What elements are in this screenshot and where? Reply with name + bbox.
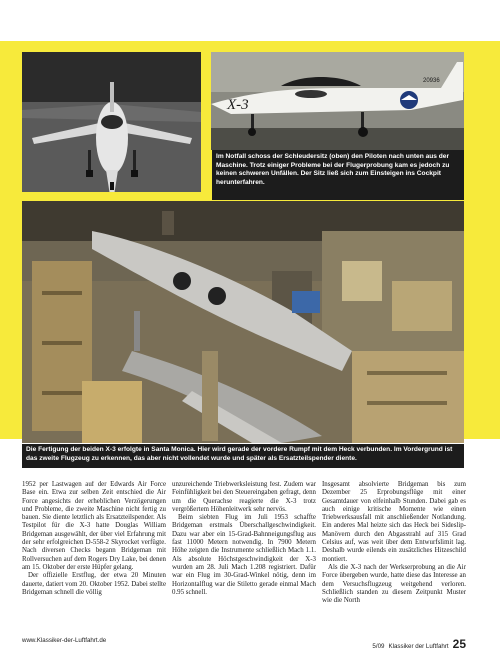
text-column-3 — [322, 481, 466, 631]
paragraph: unzureichende Triebwerksleistung fest. Zudem war Feinfühligkeit bei den Steuereingaben gefragt, denn um die Querachse reagierte die X-3 trotz vergrößertem Höhenleitwerk sehr nervös. — [172, 481, 316, 513]
photo-x3-front-view — [22, 52, 201, 192]
photo-x3-assembly-hall — [22, 201, 464, 443]
serial-number-marking: 20936 — [423, 78, 440, 84]
footer-website[interactable]: www.Klassiker-der-Luftfahrt.de — [22, 637, 107, 644]
paragraph: Der offizielle Erstflug, der etwa 20 Minuten dauerte, datiert vom 20. Oktober 1952. Dabei stellte Bridgeman schnell die völlig — [22, 572, 166, 596]
text-column-1 — [22, 481, 166, 631]
text-column-2 — [172, 481, 316, 631]
paragraph: Insgesamt absolvierte Bridgeman bis zum Dezember 25 Erprobungsflüge mit einer Gesamtdauer von elfeinhalb Stunden. Dabei gab es auch einige kritische Momente wie einen Triebwerksausfall mit anschließender Notlandung. Ein anderes Mal heizte sich das Heck bei Sideslip-Manövern durch den Abgasstrahl auf 315 Grad Celsius auf, was weit über dem Entwurfslimit lag. Deshalb wurde eilends ein zusätzliches Hitzeschild montiert. — [322, 481, 466, 563]
page-number: 25 — [452, 637, 466, 651]
paragraph: 1952 per Lastwagen auf der Edwards Air Force Base ein. Etwa zur selben Zeit entschied die Air Force angesichts der erheblichen Verzögerungen und Probleme, die zweite Maschine nicht fertig zu bauen. Sie diente letztlich als Ersatzteilspender. Als Testpilot für die X-3 hatte Douglas William Bridgeman ausgewählt, der über viel Erfahrung mit der sehr erfolgreichen D-558-2 Skyrocket verfügte. Nach diversen Checks begann Bridgeman mit Rollversuchen auf dem Rogers Dry Lake, bei denen am 15. Oktober der erste Hüpfer gelang. — [22, 481, 166, 571]
footer-magazine: Klassiker der Luftfahrt — [388, 643, 449, 650]
photo-x3-side-view — [211, 52, 464, 150]
paragraph: Beim siebten Flug im Juli 1953 schaffte Bridgeman erstmals Überschallgeschwindigkeit. Dazu war aber ein 15-Grad-Bahnneigungsflug aus fast 11000 Metern notwendig. In 7900 Metern Höhe zeigten die Instrumente schließlich Mach 1.1. Als absolute Höchstgeschwindigkeit der X-3 wurden am 28. Juli Mach 1.208 registriert. Dafür war ein Flug im 30-Grad-Winkel nötig, denn im Horizontalflug war die Stiletto gerade einmal Mach 0.95 schnell. — [172, 514, 316, 596]
caption-ejection-seat: Im Notfall schoss der Schleudersitz (oben) den Piloten nach unten aus der Maschine. Trotz einiger Probleme bei der Flugerprobung kam es jedoch zu keinen schweren Unfällen. Der Sitz ließ sich zum Einsteigen ins Cockpit herunterfahren. — [212, 150, 464, 200]
caption-assembly-hall: Die Fertigung der beiden X-3 erfolgte in Santa Monica. Hier wird gerade der vordere Rumpf mit dem Heck verbunden. Im Vordergrund ist das zweite Flugzeug zu erkennen, das aber nicht vollendet wurde und später als Ersatzteilspender diente. — [22, 444, 464, 468]
footer-issue-info — [372, 637, 466, 651]
x3-fuselage-marking: X-3 — [227, 97, 249, 113]
footer-issue: 5/09 — [372, 643, 385, 650]
paragraph: Als die X-3 nach der Werkserprobung an die Air Force übergeben wurde, hatte diese das Interesse an dem Versuchsflugzeug weitgehend verloren. Schließlich standen zu diesem Zeitpunkt Muster wie die North — [322, 563, 466, 605]
